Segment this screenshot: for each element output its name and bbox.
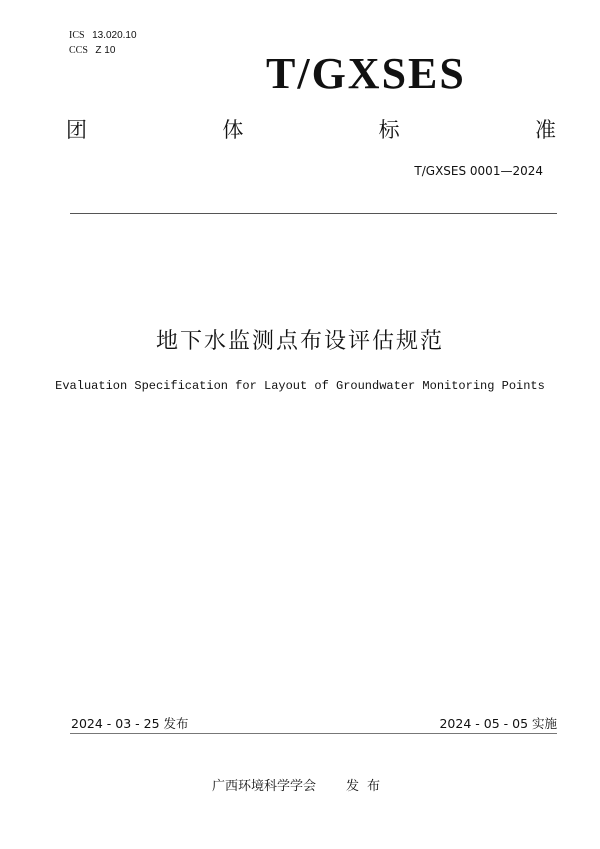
document-title-english: Evaluation Specification for Layout of Groundwater Monitoring Points (55, 379, 545, 393)
standard-type (66, 116, 556, 144)
ccs-value: Z 10 (95, 45, 116, 56)
standard-type-char: 体 (222, 118, 244, 142)
header-divider (70, 213, 557, 214)
ics-label: ICS (69, 30, 85, 41)
standard-number: T/GXSES 0001—2024 (414, 164, 543, 178)
footer-divider (70, 733, 557, 734)
ccs-classification (69, 45, 115, 57)
document-title-chinese: 地下水监测点布设评估规范 (155, 329, 444, 354)
ccs-label: CCS (69, 45, 88, 56)
ics-value: 13.020.10 (92, 30, 137, 41)
implementation-date: 2024 - 05 - 05 实施 (439, 716, 557, 731)
organization-code: T/GXSES (266, 49, 466, 98)
issue-date: 2024 - 03 - 25 发布 (71, 716, 189, 731)
publisher-line (0, 775, 600, 794)
ics-classification (69, 30, 137, 42)
standard-type-char: 准 (534, 118, 556, 142)
standard-type-char: 标 (378, 118, 400, 142)
standard-type-char: 团 (66, 118, 87, 142)
publish-action: 发布 (346, 779, 389, 794)
publisher-name: 广西环境科学学会 (211, 779, 316, 794)
